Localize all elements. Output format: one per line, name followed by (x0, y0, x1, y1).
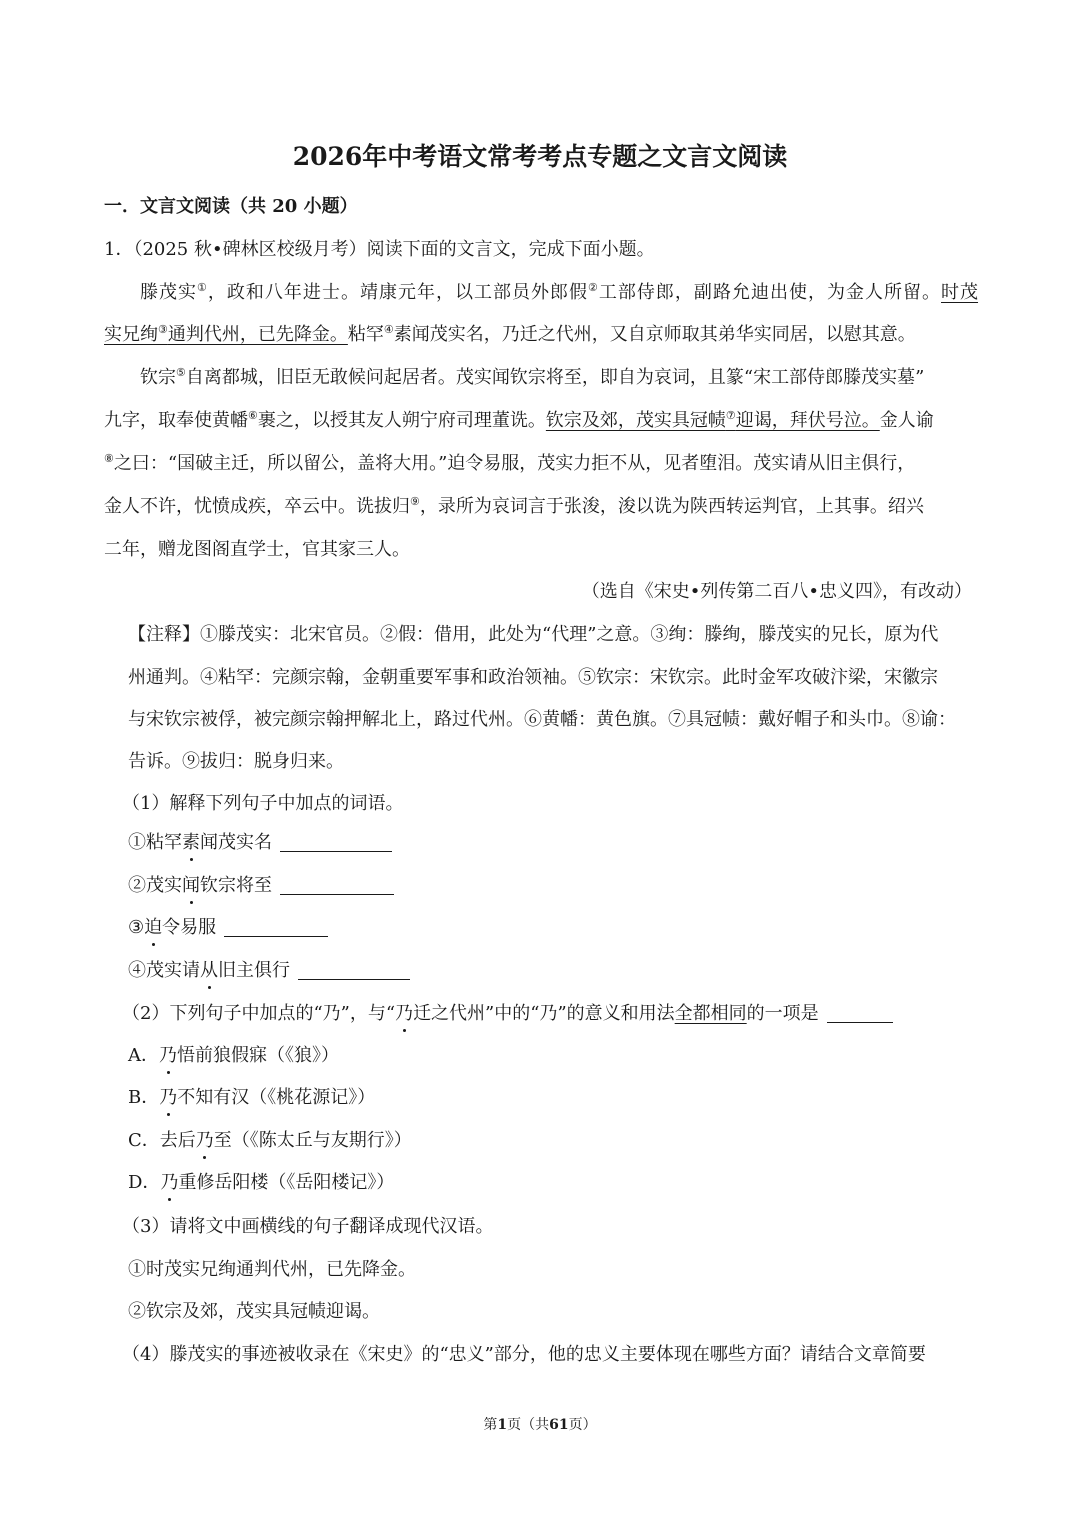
q3-sentence-1: ①时茂实兄绚通判代州，已先降金。 (128, 1259, 416, 1280)
answer-blank[interactable] (280, 833, 392, 852)
q1-item-1 (128, 831, 1002, 855)
passage-line-3 (140, 366, 1014, 390)
notes-line-4: 告诉。⑨拔归：脱身归来。 (128, 751, 344, 772)
footer-text: 第 (483, 1417, 498, 1433)
q2-option-b[interactable] (128, 1086, 1002, 1110)
page-total: 61 (549, 1417, 569, 1433)
option-text: 悟前狼假寐（《狼》） (177, 1045, 339, 1066)
note-ref-4: ④ (383, 323, 394, 336)
notes-line-3: 与宋钦宗被俘，被完颜宗翰押解北上，路过代州。⑥黄幡：黄色旗。⑦具冠帻：戴好帽子和头巾。⑧谕： (128, 709, 956, 730)
q3-sentence-2: ②钦宗及郊，茂实具冠帻迎谒。 (128, 1301, 380, 1322)
passage-text: 自离都城，旧臣无敢候问起居者。茂实闻钦宗将至，即自为哀词，且篆“宋工部侍郎滕茂实墓” (185, 367, 925, 388)
option-label: C．去后 (128, 1130, 196, 1151)
passage-text: 钦宗及郊，茂实具冠帻 (545, 410, 726, 431)
passage-text: ，录所为哀词言于张浚，浚以诜为陕西转运判官，上其事。绍兴 (419, 496, 924, 517)
passage-text: 实兄绚 (104, 324, 158, 345)
item-text: ①粘罕 (128, 832, 182, 853)
prompt-text: （2）下列句子中加点的“乃”，与“ (122, 1003, 396, 1024)
note-ref-6: ⑥ (248, 409, 258, 422)
notes-line-2: 州通判。④粘罕：完颜宗翰，金朝重要军事和政治领袖。⑤钦宗：宋钦宗。此时金军攻破汴梁，宋徽宗 (128, 667, 938, 688)
q1-prompt: （1）解释下列句子中加点的词语。 (122, 793, 404, 814)
q1-item-2 (128, 874, 1002, 898)
note-ref-8: ⑧ (104, 452, 114, 465)
question-source: （2025 秋•碑林区校级月考）阅读下面的文言文，完成下面小题。 (133, 239, 655, 260)
item-text: 钦宗将至 (200, 875, 272, 896)
footer-text: 页） (568, 1417, 597, 1433)
passage-text: 迎谒，拜伏号泣。 (735, 410, 880, 431)
option-label: D． (128, 1172, 161, 1193)
item-text: ③ (128, 917, 145, 938)
option-label: A． (128, 1045, 159, 1066)
passage-citation: （选自《宋史•列传第二百八•忠义四》，有改动） (581, 581, 972, 602)
passage-line-6 (104, 495, 978, 519)
dotted-word: 乃 (159, 1087, 178, 1108)
answer-blank[interactable] (298, 961, 410, 980)
passage-text: 裹之，以授其友人朔宁府司理董诜。 (257, 410, 546, 431)
item-text: 旧主俱行 (218, 960, 290, 981)
dotted-word: 素 (182, 832, 200, 853)
q2-option-c[interactable] (128, 1129, 1002, 1153)
item-text: ②茂实 (128, 875, 182, 896)
page-title: 2026年中考语文常考考点专题之文言文阅读 (292, 142, 788, 171)
underlined-sentence-2 (546, 410, 880, 431)
dotted-word: 乃 (395, 1003, 414, 1024)
dotted-word: 闻 (182, 875, 200, 896)
dotted-word: 乃 (160, 1172, 179, 1193)
section-heading: 一．文言文阅读（共 20 小题） (104, 196, 358, 217)
note-ref-2: ② (588, 281, 599, 294)
footer-text: 页（共 (507, 1417, 550, 1433)
passage-text: ，政和八年进士。靖康元年，以工部员外郎假 (207, 282, 589, 303)
underlined-sentence-1 (104, 324, 348, 345)
q3-prompt: （3）请将文中画横线的句子翻译成现代汉语。 (122, 1216, 494, 1237)
prompt-text: 的一项是 (746, 1003, 819, 1024)
dotted-word: 从 (200, 960, 218, 981)
underlined-sentence-1: 时茂 (941, 282, 979, 303)
item-text: ④茂实请 (128, 960, 200, 981)
answer-blank[interactable] (224, 918, 328, 937)
q2-option-d[interactable] (128, 1171, 1002, 1195)
q2-option-a[interactable] (128, 1044, 1002, 1068)
item-text: 令易服 (162, 917, 217, 938)
question-number: 1． (104, 239, 134, 260)
option-label: B． (128, 1087, 160, 1108)
dotted-word: 乃 (195, 1130, 214, 1151)
question-1-header (104, 238, 978, 262)
option-text: 重修岳阳楼（《岳阳楼记》） (178, 1172, 395, 1193)
passage-line-1 (104, 281, 978, 305)
passage-text: 滕茂实 (140, 282, 198, 303)
passage-text: 金人不许，忧愤成疾，卒云中。诜拔归 (104, 496, 410, 517)
passage-text: 素闻茂实名，乃迁之代州，又自京师取其弟华实同居，以慰其意。 (393, 324, 916, 345)
q1-item-4 (128, 959, 1002, 983)
note-ref-1: ① (197, 281, 208, 294)
q4-prompt: （4）滕茂实的事迹被收录在《宋史》的“忠义”部分，他的忠义主要体现在哪些方面？请结合文章简要 (122, 1344, 926, 1365)
note-ref-3: ③ (158, 323, 168, 336)
page-number: 1 (497, 1417, 508, 1433)
passage-text: 九字，取奉使黄幡 (104, 410, 248, 431)
q2-prompt (122, 1002, 996, 1026)
note-ref-7: ⑦ (725, 409, 736, 422)
dotted-word: 乃 (159, 1045, 177, 1066)
passage-line-7: 二年，赠龙图阁直学士，官其家三人。 (104, 539, 410, 560)
note-ref-9: ⑨ (410, 495, 420, 508)
item-text: 闻茂实名 (200, 832, 272, 853)
option-text: 至（《陈太丘与友期行》） (213, 1130, 412, 1151)
passage-text: 工部侍郎，副路允迪出使，为金人所留。 (598, 282, 942, 303)
emphasis-underline: 全都相同 (674, 1003, 747, 1024)
passage-line-5 (104, 452, 978, 476)
answer-blank[interactable] (280, 876, 394, 895)
prompt-text: 迁之代州”中的“乃”的意义和用法 (413, 1003, 675, 1024)
passage-line-4 (104, 409, 978, 433)
passage-text: 通判代州，已先降金。 (167, 324, 348, 345)
dotted-word: 迫 (144, 917, 163, 938)
passage-text: 之曰：“国破主迁，所以留公，盖将大用。”迫令易服，茂实力拒不从，见者堕泪。茂实请从旧主俱行， (113, 453, 916, 474)
option-text: 不知有汉（《桃花源记》） (177, 1087, 376, 1108)
note-ref-5: ⑤ (176, 366, 186, 379)
q1-item-3 (128, 916, 1002, 940)
notes-line-1: 【注释】①滕茂实：北宋官员。②假：借用，此处为“代理”之意。③绚：滕绚，滕茂实的兄长，原为代 (128, 624, 939, 645)
passage-text: 金人谕 (879, 410, 934, 431)
passage-text: 钦宗 (140, 367, 176, 388)
passage-text: 粘罕 (347, 324, 384, 345)
page-footer (0, 1415, 1080, 1435)
passage-line-2 (104, 323, 978, 347)
answer-blank[interactable] (827, 1004, 893, 1023)
